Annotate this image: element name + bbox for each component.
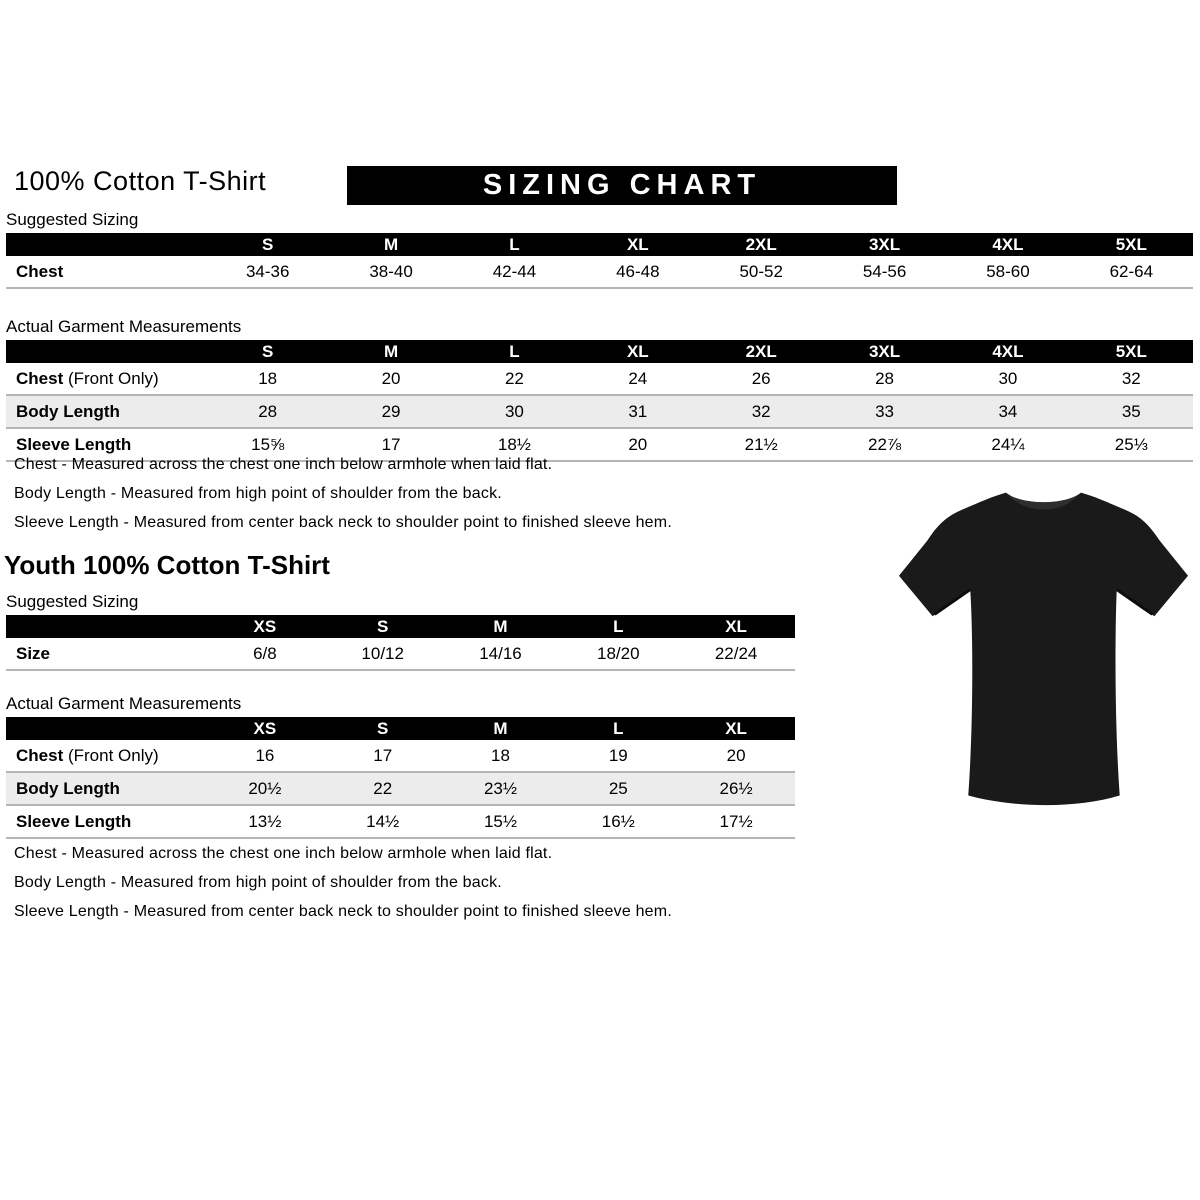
measurement-value: 17½ [677, 805, 795, 838]
table-row [6, 805, 795, 838]
size-header: L [559, 717, 677, 740]
measurement-value: 22 [324, 772, 442, 805]
measurement-value: 30 [453, 395, 576, 428]
row-label-header [6, 615, 206, 638]
adult-suggested-sizing-table [6, 233, 1193, 289]
size-header: M [442, 615, 560, 638]
measurement-value: 20 [677, 740, 795, 772]
measurement-value: 17 [329, 428, 452, 461]
youth-actual-measurements-table [6, 717, 795, 839]
measurement-value: 18/20 [559, 638, 677, 670]
measurement-value: 23½ [442, 772, 560, 805]
measurement-label: Sleeve Length [6, 805, 206, 838]
measurement-value: 32 [700, 395, 823, 428]
measurement-value: 21½ [700, 428, 823, 461]
measurement-value: 20 [576, 428, 699, 461]
measurement-value: 22/24 [677, 638, 795, 670]
youth-product-title: Youth 100% Cotton T-Shirt [4, 550, 330, 580]
size-header: 5XL [1070, 233, 1193, 256]
measurement-value: 15½ [442, 805, 560, 838]
size-header: M [329, 340, 452, 363]
measurement-value: 58-60 [946, 256, 1069, 288]
size-header: L [453, 340, 576, 363]
measurement-value: 20½ [206, 772, 324, 805]
size-header: S [324, 717, 442, 740]
measurement-value: 17 [324, 740, 442, 772]
size-header: XL [576, 233, 699, 256]
measurement-value: 34-36 [206, 256, 329, 288]
youth-actual-measurements-label: Actual Garment Measurements [6, 694, 242, 713]
size-header: S [206, 233, 329, 256]
measurement-value: 24 [576, 363, 699, 395]
measurement-value: 54-56 [823, 256, 946, 288]
measurement-label: Sleeve Length [6, 428, 206, 461]
measurement-value: 46-48 [576, 256, 699, 288]
measurement-value: 24¼ [946, 428, 1069, 461]
measurement-value: 29 [329, 395, 452, 428]
row-label-header [6, 233, 206, 256]
measurement-label: Chest [6, 256, 206, 288]
tshirt-image [897, 476, 1189, 816]
measurement-label: Chest (Front Only) [6, 740, 206, 772]
size-header: M [442, 717, 560, 740]
size-header: XS [206, 615, 324, 638]
measurement-value: 25⅓ [1070, 428, 1193, 461]
adult-actual-measurements-table [6, 340, 1193, 462]
measurement-value: 28 [206, 395, 329, 428]
adult-product-title: 100% Cotton T-Shirt [14, 166, 267, 196]
adult-actual-measurements-label: Actual Garment Measurements [6, 317, 242, 336]
measurement-value: 42-44 [453, 256, 576, 288]
measurement-value: 50-52 [700, 256, 823, 288]
measurement-value: 18 [442, 740, 560, 772]
measurement-value: 20 [329, 363, 452, 395]
black-tshirt-graphic [897, 476, 1189, 816]
row-label-header [6, 340, 206, 363]
table-row [6, 395, 1193, 428]
size-header: XS [206, 717, 324, 740]
size-header: 3XL [823, 340, 946, 363]
size-header-row [6, 717, 795, 740]
measurement-label: Body Length [6, 395, 206, 428]
measurement-value: 26 [700, 363, 823, 395]
measurement-value: 62-64 [1070, 256, 1193, 288]
size-header: S [206, 340, 329, 363]
size-header: 2XL [700, 233, 823, 256]
measurement-value: 31 [576, 395, 699, 428]
table-row [6, 363, 1193, 395]
measurement-value: 22 [453, 363, 576, 395]
table-row [6, 256, 1193, 288]
measurement-label: Chest (Front Only) [6, 363, 206, 395]
measurement-value: 38-40 [329, 256, 452, 288]
measurement-value: 18½ [453, 428, 576, 461]
youth-suggested-sizing-label: Suggested Sizing [6, 592, 139, 611]
measurement-value: 28 [823, 363, 946, 395]
table-row [6, 772, 795, 805]
measurement-value: 18 [206, 363, 329, 395]
adult-suggested-sizing-label: Suggested Sizing [6, 210, 139, 229]
note-chest: Chest - Measured across the chest one inch below armhole when laid flat. [14, 845, 553, 862]
measurement-value: 34 [946, 395, 1069, 428]
size-header: 3XL [823, 233, 946, 256]
size-header: XL [677, 717, 795, 740]
youth-notes [14, 845, 672, 932]
measurement-value: 6/8 [206, 638, 324, 670]
measurement-label: Body Length [6, 772, 206, 805]
size-header: L [559, 615, 677, 638]
measurement-value: 16½ [559, 805, 677, 838]
measurement-value: 14½ [324, 805, 442, 838]
size-header-row [6, 615, 795, 638]
measurement-value: 26½ [677, 772, 795, 805]
measurement-value: 25 [559, 772, 677, 805]
measurement-value: 22⅞ [823, 428, 946, 461]
measurement-value: 33 [823, 395, 946, 428]
size-header: L [453, 233, 576, 256]
measurement-label: Size [6, 638, 206, 670]
sizing-chart-banner: SIZING CHART [347, 166, 897, 205]
size-header: M [329, 233, 452, 256]
measurement-value: 32 [1070, 363, 1193, 395]
youth-suggested-sizing-table [6, 615, 795, 671]
measurement-value: 15⅝ [206, 428, 329, 461]
measurement-value: 30 [946, 363, 1069, 395]
note-sleeve-length: Sleeve Length - Measured from center back neck to shoulder point to finished sleeve hem. [14, 903, 672, 920]
measurement-value: 14/16 [442, 638, 560, 670]
tshirt-body-shape [899, 493, 1188, 806]
note-body-length: Body Length - Measured from high point of shoulder from the back. [14, 485, 502, 502]
size-header: 5XL [1070, 340, 1193, 363]
size-header: XL [677, 615, 795, 638]
note-chest: Chest - Measured across the chest one inch below armhole when laid flat. [14, 456, 553, 473]
size-header: 2XL [700, 340, 823, 363]
note-sleeve-length: Sleeve Length - Measured from center back neck to shoulder point to finished sleeve hem. [14, 514, 672, 531]
size-header: 4XL [946, 233, 1069, 256]
size-header-row [6, 233, 1193, 256]
size-header: 4XL [946, 340, 1069, 363]
table-row [6, 740, 795, 772]
table-row [6, 638, 795, 670]
note-body-length: Body Length - Measured from high point of shoulder from the back. [14, 874, 502, 891]
size-header: XL [576, 340, 699, 363]
size-header: S [324, 615, 442, 638]
measurement-value: 19 [559, 740, 677, 772]
measurement-value: 16 [206, 740, 324, 772]
measurement-value: 10/12 [324, 638, 442, 670]
row-label-header [6, 717, 206, 740]
measurement-value: 35 [1070, 395, 1193, 428]
size-header-row [6, 340, 1193, 363]
adult-notes [14, 456, 672, 543]
measurement-value: 13½ [206, 805, 324, 838]
